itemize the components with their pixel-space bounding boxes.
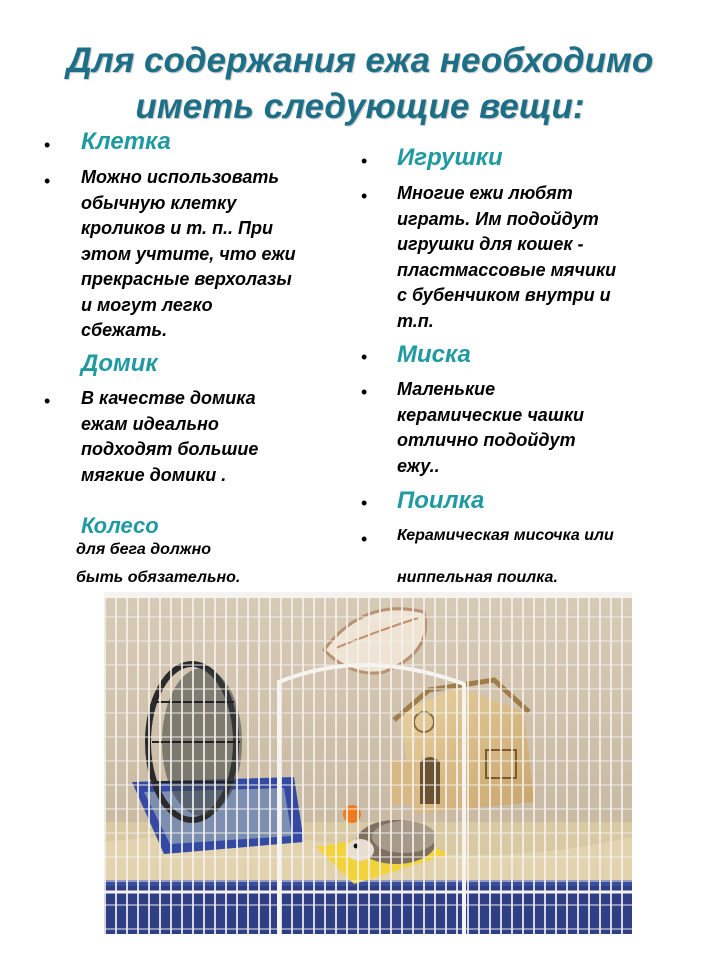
bullet-dot: • bbox=[44, 135, 51, 155]
toys-heading: Игрушки bbox=[397, 144, 503, 171]
text-line: играть. Им подойдут bbox=[397, 208, 599, 229]
text-line: Можно использовать bbox=[81, 167, 280, 187]
title-line-2: иметь следующие вещи: bbox=[135, 87, 585, 126]
page-title bbox=[20, 38, 700, 130]
house-description bbox=[81, 386, 258, 488]
text-line: ежам идеально bbox=[81, 413, 219, 434]
text-line: обычную клетку bbox=[81, 192, 237, 213]
wheel-heading: Колесо bbox=[81, 513, 159, 538]
bullet-dot: • bbox=[361, 151, 368, 171]
text-line: сбежать. bbox=[81, 320, 168, 340]
bowl-description bbox=[397, 377, 584, 479]
drinker-line-1: Керамическая мисочка или bbox=[397, 527, 614, 544]
bullet-dot: • bbox=[361, 186, 368, 206]
text-line: отлично подойдут bbox=[397, 430, 576, 450]
bullet-dot: • bbox=[361, 529, 368, 549]
text-line: этом учтите, что ежи bbox=[81, 243, 296, 264]
text-line: игрушки для кошек - bbox=[397, 234, 584, 254]
bullet-dot: • bbox=[361, 382, 368, 402]
drinker-line-2: ниппельная поилка. bbox=[397, 569, 558, 586]
text-line: для бега должно bbox=[76, 541, 212, 558]
bullet-dot: • bbox=[44, 391, 51, 411]
title-line-1: Для содержания ежа необходимо bbox=[66, 41, 654, 80]
toys-description bbox=[397, 181, 616, 334]
bullet-dot: • bbox=[361, 493, 368, 513]
text-line: мягкие домики . bbox=[81, 464, 227, 485]
text-line: быть обязательно. bbox=[76, 569, 241, 586]
text-line: прекрасные верхолазы bbox=[81, 269, 292, 289]
text-line: Маленькие bbox=[397, 379, 496, 399]
text-line: подходят большие bbox=[81, 439, 259, 459]
text-line: пластмассовые мячики bbox=[397, 259, 617, 280]
text-line: В качестве домика bbox=[81, 388, 256, 408]
text-line: т.п. bbox=[397, 310, 434, 331]
text-line: с бубенчиком внутри и bbox=[397, 285, 611, 305]
text-line: и могут легко bbox=[81, 294, 213, 315]
text-line: керамические чашки bbox=[397, 404, 584, 425]
cage-description bbox=[81, 165, 296, 344]
text-line: Многие ежи любят bbox=[397, 183, 573, 203]
bowl-heading: Миска bbox=[397, 341, 471, 368]
cage-heading: Клетка bbox=[81, 128, 171, 155]
house-heading: Домик bbox=[81, 350, 158, 377]
text-line: кроликов и т. п.. При bbox=[81, 218, 273, 238]
drinker-heading: Поилка bbox=[397, 487, 485, 514]
bullet-dot: • bbox=[44, 171, 51, 191]
wheel-description bbox=[76, 536, 240, 592]
text-line: ежу.. bbox=[397, 455, 440, 476]
bullet-dot: • bbox=[361, 347, 368, 367]
hedgehog-cage-photo bbox=[104, 592, 632, 934]
